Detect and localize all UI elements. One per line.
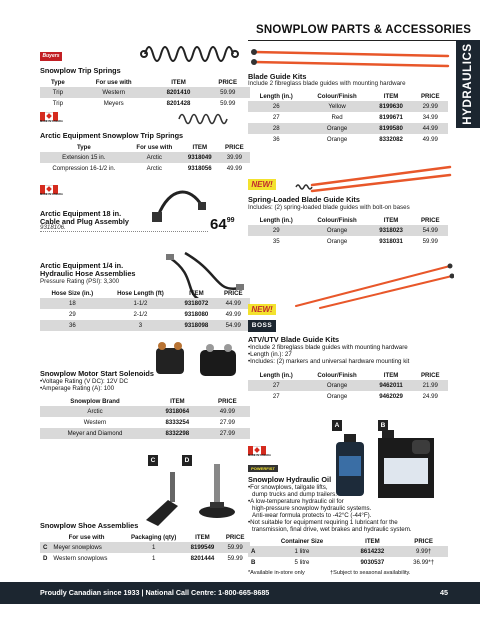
table-row — [40, 406, 250, 417]
cell: Compression 16-1/2 in. — [52, 165, 116, 172]
made-in-canada-flag: MADE IN CANADA — [40, 112, 58, 125]
cell-item: 9462011 — [370, 380, 413, 391]
cell-price: 59.99 — [205, 87, 250, 98]
table-row — [40, 553, 250, 564]
spring-loaded-table — [248, 215, 448, 247]
trip-springs-title: Snowplow Trip Springs — [40, 66, 121, 75]
col-header: Type — [76, 143, 91, 151]
cell-price: 59.99 — [220, 100, 236, 107]
table-row — [248, 557, 448, 568]
oil-5l-jug-image — [374, 428, 444, 500]
cell-price: 24.99 — [422, 393, 438, 400]
solenoid-image — [148, 338, 248, 382]
table-row — [248, 236, 448, 247]
table-row — [40, 417, 250, 428]
col-header: Hose Size (in.) — [51, 289, 94, 297]
cell: 1 — [123, 542, 185, 553]
col-header: PRICE — [225, 143, 244, 151]
col-header: PRICE — [223, 289, 243, 297]
table-row — [248, 101, 448, 112]
oil-footnote-seasonal: †Subject to seasonal availability. — [330, 570, 411, 576]
cell-price: 49.99 — [205, 406, 250, 417]
marker-b: B — [378, 420, 388, 431]
col-header: Length (in.) — [259, 371, 293, 379]
price-dollars: 64 — [210, 216, 227, 233]
cell: 27 — [272, 393, 280, 400]
cell: 27 — [248, 380, 304, 391]
cell: Meyer and Diamond — [40, 428, 150, 439]
cell-price: 49.99 — [422, 136, 438, 143]
table-row — [40, 298, 250, 309]
table-row — [40, 320, 250, 331]
page-number: 45 — [440, 588, 448, 597]
col-header: ITEM — [195, 533, 210, 541]
header-rule — [248, 40, 456, 41]
atv-bullet-3: •Includes: (2) markers and universal hardware mounting kit — [248, 358, 410, 365]
cell: Orange — [304, 380, 369, 391]
trip-spring-image — [140, 32, 240, 76]
col-header: ITEM — [189, 289, 204, 297]
made-in-canada-flag: MADE IN CANADA — [40, 185, 58, 198]
table-row — [248, 546, 448, 557]
oil-title: Snowplow Hydraulic Oil — [248, 475, 332, 484]
col-header: PRICE — [225, 533, 245, 541]
cell-price: 59.99 — [220, 542, 250, 553]
col-header: Colour/Finish — [317, 371, 357, 379]
cell-item: 9318080 — [184, 311, 209, 318]
col-header: Colour/Finish — [317, 92, 357, 100]
cell-price: 27.99 — [205, 428, 250, 439]
cell-letter: C — [40, 542, 50, 553]
col-header: For use with — [136, 143, 173, 151]
cell: Yellow — [304, 101, 369, 112]
cell: 1-1/2 — [105, 298, 177, 309]
col-header: Type — [51, 78, 65, 86]
cell: Orange — [326, 238, 348, 245]
col-header — [40, 532, 50, 542]
table-row — [248, 134, 448, 145]
cell-item: 8614232 — [346, 546, 400, 557]
table-row — [40, 428, 250, 439]
spring-loaded-guide-image — [282, 163, 454, 195]
cell-letter: D — [43, 555, 48, 562]
solenoids-voltage: •Voltage Rating (V DC): 12V DC — [40, 378, 129, 385]
cell-price: 34.99 — [422, 114, 438, 121]
col-header: ITEM — [192, 143, 208, 151]
cell-item: 9318056 — [187, 165, 212, 172]
cell: 35 — [272, 238, 280, 245]
cell-item: 9318031 — [379, 238, 403, 245]
cell-price: 49.99 — [225, 311, 241, 318]
cell: Western — [76, 87, 152, 98]
shoe-assembly-d-image — [196, 462, 240, 526]
cell-price: 44.99 — [413, 123, 449, 134]
cell-item: 8199630 — [370, 101, 413, 112]
cell-item: 8199580 — [370, 123, 413, 134]
col-header: ITEM — [383, 371, 399, 379]
col-header: For use with — [68, 533, 105, 541]
blade-kits-title: Blade Guide Kits — [248, 72, 307, 81]
oil-table — [248, 536, 448, 568]
cell: Arctic — [40, 406, 150, 417]
col-header: PRICE — [218, 397, 237, 405]
page-title: SNOWPLOW PARTS & ACCESSORIES — [256, 24, 472, 36]
cell: 29 — [68, 311, 76, 318]
cell-price: 59.99 — [422, 238, 438, 245]
cell: Arctic — [128, 152, 181, 163]
spring-loaded-sub: Includes: (2) spring-loaded blade guides with bolt-on bases — [248, 204, 410, 211]
cell-item: 9318064 — [150, 406, 205, 417]
cell: Orange — [304, 123, 369, 134]
cable-plug-item: 9318106. — [40, 224, 208, 232]
cell-price: 21.99 — [413, 380, 449, 391]
cell-item: 8201428 — [166, 100, 191, 107]
oil-bullet-1: •For snowplows, tailgate lifts, — [248, 484, 328, 491]
cell-price: 54.99 — [413, 225, 449, 236]
footer-bar — [0, 582, 480, 604]
cable-plug-image — [150, 176, 210, 226]
shoe-title: Snowplow Shoe Assemblies — [40, 521, 139, 530]
cell-price: 54.99 — [217, 320, 250, 331]
cell: 36 — [272, 136, 280, 143]
col-header: Packaging (qty) — [130, 533, 177, 541]
cell: 36 — [40, 320, 105, 331]
table-row — [40, 152, 250, 163]
blade-kits-sub: Include 2 fibreglass blade guides with mounting hardware — [248, 80, 406, 87]
cell-price: 9.99† — [399, 546, 448, 557]
cell: 2-1/2 — [133, 311, 148, 318]
cell: 28 — [248, 123, 304, 134]
atv-guide-image — [290, 262, 454, 310]
cell: Orange — [304, 225, 369, 236]
cell: 27 — [272, 114, 280, 121]
cell: 3 — [105, 320, 177, 331]
hose-title-2: Hydraulic Hose Assemblies — [40, 269, 136, 278]
blade-guide-image — [248, 44, 454, 74]
price-cents: 99 — [226, 217, 235, 224]
cell: Western snowplows — [53, 555, 108, 562]
atv-title: ATV/UTV Blade Guide Kits — [248, 335, 340, 344]
cell: 26 — [248, 101, 304, 112]
col-header: ITEM — [383, 216, 399, 224]
oil-bullet-1b: dump trucks and dump trailers. — [252, 491, 337, 498]
cell: Orange — [326, 136, 348, 143]
cell-item: 9318072 — [176, 298, 216, 309]
cable-plug-title-1: Arctic Equipment 18 in. — [40, 209, 122, 218]
col-header: PRICE — [414, 537, 433, 545]
cell: 1 — [151, 555, 156, 562]
oil-bullet-3: •Not suitable for equipment requiring 1 lubricant for the — [248, 519, 398, 526]
shoe-assembly-c-image — [140, 470, 190, 530]
made-in-canada-flag: MADE IN CANADA — [248, 446, 266, 459]
col-header: ITEM — [383, 92, 399, 100]
col-header: PRICE — [420, 216, 440, 224]
table-row — [248, 391, 448, 402]
hose-pressure: Pressure Rating (PSI): 3,300 — [40, 278, 120, 285]
hose-title-1: Arctic Equipment 1/4 in. — [40, 261, 124, 270]
table-row — [40, 163, 250, 174]
side-tab-label: HYDRAULICS — [462, 43, 474, 125]
oil-bullet-3b: transmission, final drive, wet brakes and hydraulic system. — [252, 526, 412, 533]
blade-kits-table — [248, 91, 448, 145]
col-header: Colour/Finish — [317, 216, 357, 224]
cell-price: 29.99 — [413, 101, 449, 112]
footer-text: Proudly Canadian since 1933 | National Call Centre: 1-800-665-8685 — [40, 588, 270, 597]
boss-logo: BOSS — [248, 320, 276, 332]
new-badge: NEW! — [248, 304, 276, 315]
cell-item: 8199549 — [185, 542, 221, 553]
oil-1l-bottle-image — [330, 432, 370, 498]
arctic-spring-image — [175, 106, 235, 132]
trip-springs-table — [40, 77, 250, 109]
cell-price: 44.99 — [217, 298, 250, 309]
shoe-table — [40, 532, 250, 564]
cell-item: 9318049 — [181, 152, 219, 163]
cell-item: 8199671 — [379, 114, 403, 121]
marker-a: A — [332, 420, 342, 431]
table-row — [248, 225, 448, 236]
table-row — [248, 112, 448, 123]
cell-item: 9030537 — [360, 559, 385, 566]
cell-item: 8333254 — [165, 419, 190, 426]
cell: Meyers — [103, 100, 124, 107]
cell: 5 litre — [294, 559, 310, 566]
cell: Orange — [326, 393, 348, 400]
cell-item: 9462029 — [379, 393, 403, 400]
item-number: 9318106 — [40, 224, 65, 231]
cell-item: 8332082 — [379, 136, 403, 143]
solenoids-table — [40, 396, 250, 439]
cell: Red — [331, 114, 343, 121]
side-tab-hydraulics[interactable] — [456, 40, 480, 128]
cell-price: 49.99 — [226, 165, 242, 172]
oil-bullet-2b: high-pressure snowplow hydraulic systems. — [252, 505, 372, 512]
hose-table — [40, 288, 250, 331]
cell: 29 — [248, 225, 304, 236]
oil-bullet-2: •A low-temperature hydraulic oil for — [248, 498, 344, 505]
cell: 18 — [40, 298, 105, 309]
cell: Extension 15 in. — [40, 152, 128, 163]
col-header: For use with — [95, 78, 132, 86]
cell-item: 8332298 — [150, 428, 205, 439]
arctic-trip-springs-title: Arctic Equipment Snowplow Trip Springs — [40, 131, 184, 140]
cell-price: 27.99 — [219, 419, 235, 426]
table-row — [248, 380, 448, 391]
cell-price: 59.99 — [227, 555, 243, 562]
col-header: PRICE — [420, 92, 440, 100]
new-badge: NEW! — [248, 179, 276, 190]
solenoids-amperage: •Amperage Rating (A): 100 — [40, 385, 115, 392]
oil-footnote-instore: *Available in-store only — [248, 570, 305, 576]
col-header: Snowplow Brand — [70, 397, 120, 405]
marker-c: C — [148, 455, 158, 466]
col-header: PRICE — [218, 78, 238, 86]
cell: Trip — [40, 87, 76, 98]
table-row — [248, 123, 448, 134]
atv-table — [248, 370, 448, 402]
col-header — [248, 536, 258, 546]
atv-bullet-1: •Include 2 fibreglass blade guides with mounting hardware — [248, 344, 408, 351]
cell-item: 8201444 — [190, 555, 215, 562]
col-header: Length (in.) — [259, 92, 293, 100]
cell-price: 39.99 — [219, 152, 250, 163]
cell-letter: B — [251, 559, 256, 566]
cell: Meyer snowplows — [50, 542, 122, 553]
cell-item: 9318098 — [176, 320, 216, 331]
powerfist-logo: POWERFIST — [248, 465, 278, 472]
buyers-logo: Buyers — [40, 52, 62, 61]
table-row — [40, 87, 250, 98]
table-row — [40, 542, 250, 553]
cable-plug-title-2: Cable and Plug Assembly — [40, 217, 129, 226]
col-header: PRICE — [420, 371, 440, 379]
col-header: ITEM — [171, 78, 186, 86]
cell-letter: A — [248, 546, 258, 557]
cell-item: 9318023 — [370, 225, 413, 236]
col-header: Hose Length (ft) — [117, 289, 164, 297]
cell: Trip — [52, 100, 64, 107]
cell: Arctic — [146, 165, 162, 172]
solenoids-title: Snowplow Motor Start Solenoids — [40, 369, 154, 378]
arctic-trip-springs-table — [40, 142, 250, 174]
cable-plug-price — [210, 216, 234, 233]
marker-d: D — [182, 455, 192, 466]
col-header: ITEM — [170, 397, 185, 405]
atv-bullet-2: •Length (in.): 27 — [248, 351, 292, 358]
spring-loaded-title: Spring-Loaded Blade Guide Kits — [248, 195, 360, 204]
cell-item: 8201410 — [152, 87, 206, 98]
col-header: ITEM — [365, 537, 380, 545]
cell-price: 36.99*† — [413, 559, 435, 566]
cell: 1 litre — [258, 546, 345, 557]
cell: Western — [83, 419, 107, 426]
table-row — [40, 309, 250, 320]
col-header: Container Size — [280, 537, 324, 545]
col-header: Length (in.) — [259, 216, 293, 224]
oil-bullet-2c: Anti-wear formula protects to -42°C (-44°F). — [252, 512, 372, 519]
